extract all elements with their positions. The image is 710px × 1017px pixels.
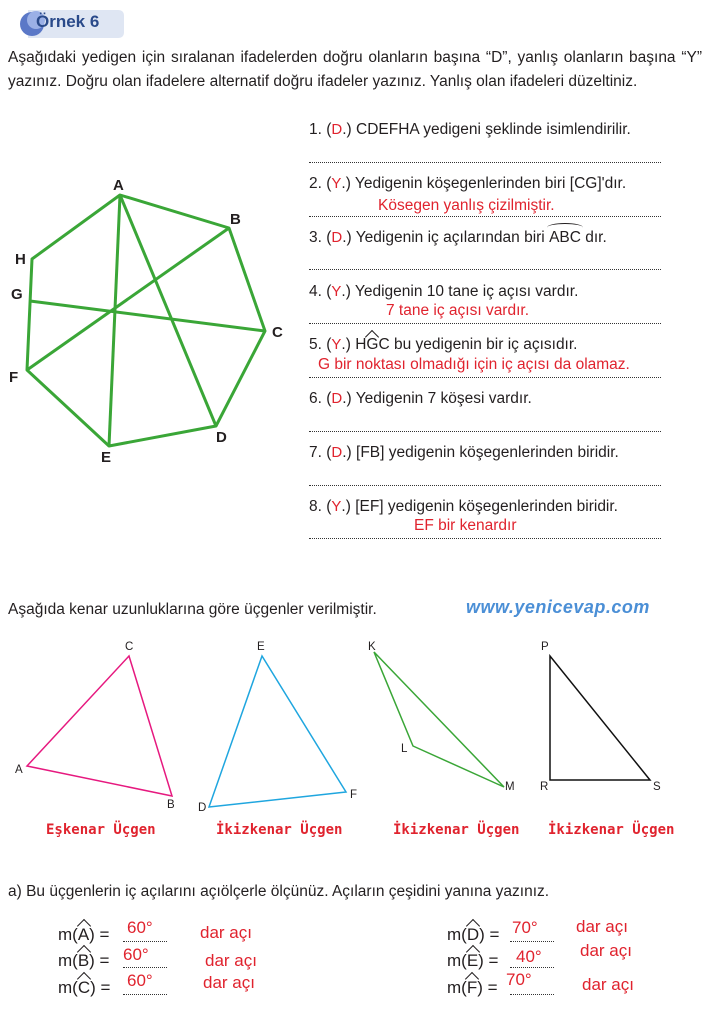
correction-8: EF bir kenardır (414, 517, 517, 534)
triangle-label-K: K (368, 641, 376, 653)
vertex-label-C: C (272, 324, 283, 341)
vertex-label-B: B (230, 211, 241, 228)
answer-line-6 (309, 431, 661, 432)
triangle-name-2: İkizkenar Üçgen (216, 822, 343, 838)
kind-F: dar açı (582, 975, 634, 994)
value-line-D (510, 941, 554, 942)
website-watermark: www.yenicevap.com (466, 597, 650, 617)
triangle-DEF (209, 656, 346, 807)
answer-5: Y (331, 336, 342, 353)
measure-B: m(B) = (58, 951, 110, 970)
triangle-label-C: C (125, 641, 134, 653)
intro-paragraph: Aşağıdaki yedigen için sıralanan ifadelerden doğru olanların başına “D”, yanlış olanların başına “Y” yazınız. Doğru olan ifadelere alternatif doğru ifadeler yazınız. Yanlış olan ifadeleri düzeltiniz. (8, 49, 702, 90)
measure-C: m(C) = (58, 978, 111, 997)
angle-ABC: ABC (549, 229, 581, 246)
answer-7: D (331, 444, 343, 461)
triangle-name-3: İkizkenar Üçgen (393, 822, 520, 838)
vertex-label-A: A (113, 177, 124, 194)
kind-D: dar açı (576, 917, 628, 936)
value-line-A (123, 941, 167, 942)
value-D: 70° (512, 918, 538, 937)
triangle-label-F: F (350, 789, 358, 801)
item-7: 7. (D.) [FB] yedigenin köşegenlerinden biridir. (309, 444, 619, 461)
value-C: 60° (127, 971, 153, 990)
vertex-label-E: E (101, 449, 112, 466)
item-3: 3. (D.) Yedigenin iç açılarından biri ABC dır. (309, 229, 607, 246)
item-1: 1. (D.) CDEFHA yedigeni şeklinde isimlendirilir. (309, 121, 631, 138)
triangle-label-E: E (257, 641, 265, 653)
triangle-label-M: M (505, 781, 515, 793)
value-line-E (510, 967, 554, 968)
triangle-name-1: Eşkenar Üçgen (46, 822, 156, 838)
triangle-label-L: L (401, 743, 408, 755)
triangle-name-4: İkizkenar Üçgen (548, 822, 675, 838)
triangle-PRS (550, 656, 650, 780)
angle-HGC: HGC (355, 336, 390, 353)
value-line-F (510, 994, 554, 995)
triangle-KLM (374, 652, 504, 787)
answer-line-2 (309, 216, 661, 217)
value-A: 60° (127, 918, 153, 937)
kind-C: dar açı (203, 973, 255, 992)
vertex-label-D: D (216, 429, 227, 446)
segment-GC (30, 301, 265, 331)
correction-4: 7 tane iç açısı vardır. (386, 302, 530, 319)
kind-A: dar açı (200, 923, 252, 942)
answer-8: Y (331, 498, 342, 515)
triangle-ABC (27, 656, 172, 796)
value-B: 60° (123, 945, 149, 964)
heptagon-figure (0, 170, 300, 470)
kind-B: dar açı (205, 951, 257, 970)
answer-4: Y (331, 283, 342, 300)
value-F: 70° (506, 970, 532, 989)
diagonal-FB (27, 228, 229, 370)
value-line-B (123, 967, 167, 968)
kind-E: dar açı (580, 941, 632, 960)
vertex-label-H: H (15, 251, 26, 268)
measure-D: m(D) = (447, 925, 500, 944)
answer-line-1 (309, 162, 661, 163)
vertex-label-G: G (11, 286, 23, 303)
triangle-label-D: D (198, 802, 207, 814)
answer-line-4 (309, 323, 661, 324)
answer-2: Y (331, 175, 342, 192)
answer-3: D (331, 229, 343, 246)
diagonal-AD (120, 195, 216, 426)
measure-E: m(E) = (447, 951, 499, 970)
item-2: 2. (Y.) Yedigenin köşegenlerinden biri [CG]'dır. (309, 175, 627, 192)
value-E: 40° (516, 947, 542, 966)
item-8: 8. (Y.) [EF] yedigenin köşegenlerinden biridir. (309, 498, 618, 515)
heptagon-outline (27, 195, 265, 446)
value-line-C (123, 994, 167, 995)
triangles-intro: Aşağıda kenar uzunluklarına göre üçgenler verilmiştir. (8, 601, 377, 618)
answer-line-3 (309, 269, 661, 270)
answer-1: D (331, 121, 343, 138)
answer-line-8 (309, 538, 661, 539)
question-a: a) Bu üçgenlerin iç açılarını açıölçerle ölçünüz. Açıların çeşidini yanına yazınız. (8, 883, 550, 900)
triangle-label-P: P (541, 641, 549, 653)
diagonal-AE (109, 195, 120, 446)
correction-2: Kösegen yanlış çizilmiştir. (378, 197, 555, 214)
item-5: 5. (Y.) HGC bu yedigenin bir iç açısıdır. (309, 336, 578, 353)
triangle-label-R: R (540, 781, 549, 793)
item-4: 4. (Y.) Yedigenin 10 tane iç açısı vardır. (309, 283, 579, 300)
triangle-label-A: A (15, 764, 23, 776)
correction-5: G bir noktası olmadığı için iç açısı da olamaz. (318, 356, 630, 373)
triangle-label-B: B (167, 799, 175, 811)
measure-F: m(F) = (447, 978, 498, 997)
example-title: Örnek 6 (36, 12, 100, 31)
answer-6: D (331, 390, 343, 407)
answer-line-5 (309, 377, 661, 378)
triangle-label-S: S (653, 781, 661, 793)
item-6: 6. (D.) Yedigenin 7 köşesi vardır. (309, 390, 532, 407)
answer-line-7 (309, 485, 661, 486)
vertex-label-F: F (9, 369, 19, 386)
measure-A: m(A) = (58, 925, 110, 944)
